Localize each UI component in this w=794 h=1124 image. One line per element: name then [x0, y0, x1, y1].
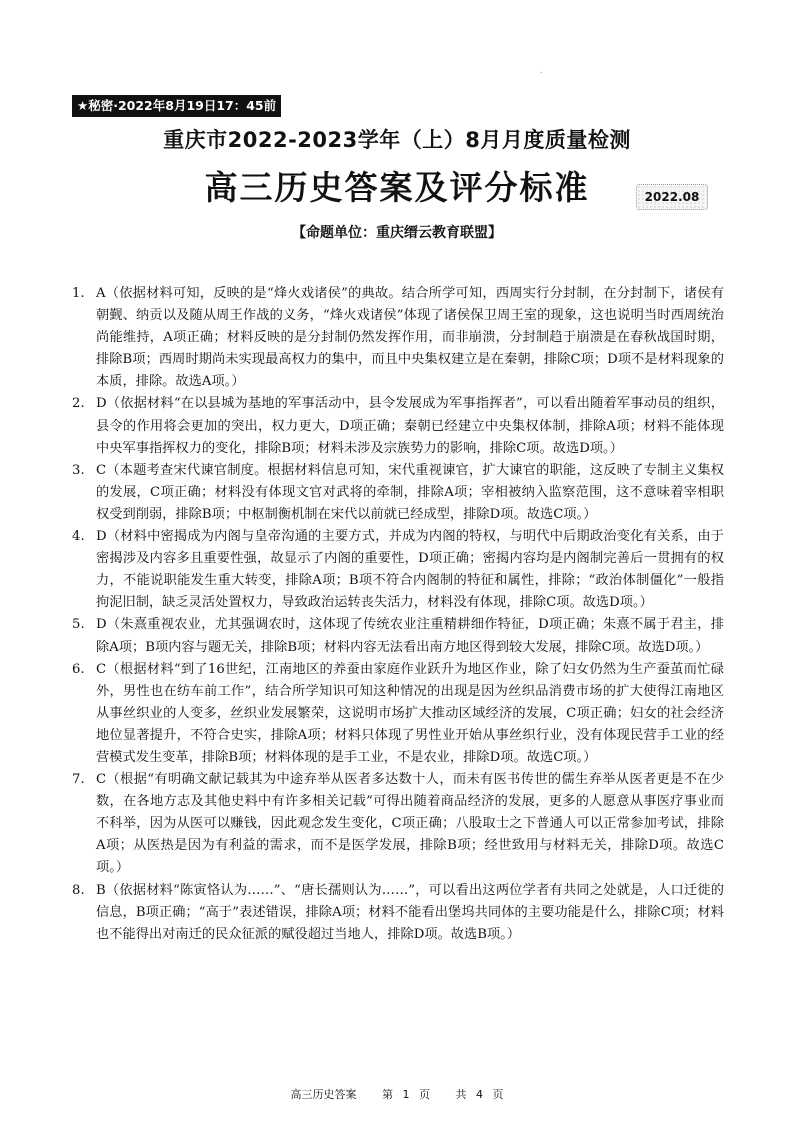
answer-text: D（依据材料“在以县城为基地的军事活动中，县令发展成为军事指挥者”，可以看出随着军事动员的组织，县令的作用将会更加的突出，权力更大，D项正确；秦朝已经建立中央集权体制，排除A项；材料不能体现中央军事指挥权力的变化，排除B项；材料未涉及宗族势力的影响，排除C项。故选D项。）: [96, 396, 724, 456]
answer-item-7: [72, 769, 724, 879]
answer-text: C（根据材料“到了16世纪，江南地区的养蚕由家庭作业跃升为地区作业，除了妇女仍然为生产蚕茧而忙碌外，男性也在纺车前工作”，结合所学知识可知这种情况的出现是因为丝织品消费市场的扩大使得江南地区从事丝织业的人变多，丝织业发展繁荣，这说明市场扩大推动区域经济的发展，C项正确；妇女的社会经济地位显著提升，不符合史实，排除A项；材料只体现了男性业开始从事丝织行业，没有体现民营手工业的经营模式发生变革，排除B项；材料体现的是手工业，不是农业，排除D项。故选C项。）: [96, 661, 724, 765]
answer-number: 1.: [72, 286, 85, 301]
answer-text: C（根据“有明确文献记载其为中途弃举从医者多达数十人，而未有医书传世的儒生弃举从医者更是不在少数，在各地方志及其他史料中有许多相关记载”可得出随着商品经济的发展，更多的人愿意从事医疗事业而不科举，因为从医可以赚钱，因此观念发生变化，C项正确；八股取士之下普通人可以正常参加考试，排除A项；从医热是因为有利益的需求，而不是医学发展，排除B项；经世致用与材料无关，排除D项。故选C项。）: [96, 772, 724, 876]
corner-dot: .: [540, 66, 543, 75]
answer-number: 2.: [72, 396, 85, 412]
exam-title: 重庆市2022-2023学年（上）8月月度质量检测: [163, 128, 631, 152]
footer-total-pages: 共 4 页: [455, 1088, 504, 1101]
answer-number: 5.: [72, 617, 85, 633]
footer-subject: 高三历史答案: [290, 1088, 357, 1101]
answer-text: A（依据材料可知，反映的是“烽火戏诸侯”的典故。结合所学可知，西周实行分封制，在分封制下，诸侯有朝觐、纳贡以及随从周王作战的义务，“烽火戏诸侯”体现了诸侯保卫周王室的现象，这也说明当时西周统治尚能维持，A项正确；材料反映的是分封制仍然发挥作用，而非崩溃，分封制趋于崩溃是在春秋战国时期，排除B项；西周时期尚未实现最高权力的集中，而且中央集权建立是在秦朝，排除C项；D项不是材料现象的本质，排除。故选A项。）: [96, 286, 724, 390]
answer-text: D（朱熹重视农业，尤其强调农时，这体现了传统农业注重精耕细作特征，D项正确；朱熹不属于君主，排除A项；B项内容与题无关，排除B项；材料内容无法看出南方地区得到较大发展，排除C项。故选D项。）: [96, 617, 724, 655]
answer-number: 6.: [72, 661, 85, 677]
answer-item-2: [72, 393, 724, 459]
issuer-line: 【命题单位：重庆缙云教育联盟】: [292, 225, 502, 241]
answer-number: 7.: [72, 772, 85, 788]
answer-item-1: [72, 283, 724, 393]
answer-text: B（依据材料“陈寅恪认为……”、“唐长孺则认为……”，可以看出这两位学者有共同之处就是，人口迁徙的信息，B项正确；“高于”表述错误，排除A项；材料不能看出堡坞共同体的主要功能是什么，排除C项；材料也不能得出对南迁的民众征派的赋役超过当地人，排除D项。故选B项。）: [96, 882, 724, 942]
answer-number: 3.: [72, 462, 85, 478]
answer-number: 4.: [72, 529, 85, 545]
page-footer: [0, 1086, 794, 1102]
footer-page-number: 第 1 页: [382, 1088, 430, 1101]
answer-item-4: [72, 526, 724, 614]
answer-item-6: [72, 659, 724, 769]
answer-number: 8.: [72, 882, 85, 898]
answer-item-3: [72, 460, 724, 526]
answer-text: C（本题考查宋代谏官制度。根据材料信息可知，宋代重视谏官，扩大谏官的职能，这反映了专制主义集权的发展，C项正确；材料没有体现文官对武将的牵制，排除A项；宰相被纳入监察范围，这不意味着宰相职权受到削弱，排除B项；中枢制衡机制在宋代以前就已经成型，排除D项。故选C项。）: [96, 462, 724, 522]
answer-item-8: [72, 880, 724, 946]
secret-label: ★秘密·2022年8月19日17：45前: [72, 95, 281, 117]
answer-item-5: [72, 614, 724, 658]
document-title: 高三历史答案及评分标准: [204, 168, 590, 207]
answer-list: [72, 283, 724, 946]
answer-text: D（材料中密揭成为内阁与皇帝沟通的主要方式，并成为内阁的特权，与明代中后期政治变化有关系，由于密揭涉及内容多且重要性强，故显示了内阁的重要性，D项正确；密揭内容均是内阁制完善后一贯拥有的权力，不能说职能发生重大转变，排除A项；B项不符合内阁制的特征和属性，排除；“政治体制僵化”一般指拘泥旧制，缺乏灵活处置权力，导致政治运转丧失活力，材料没有体现，排除C项。故选D项。）: [96, 529, 724, 611]
date-badge: 2022.08: [636, 184, 708, 210]
